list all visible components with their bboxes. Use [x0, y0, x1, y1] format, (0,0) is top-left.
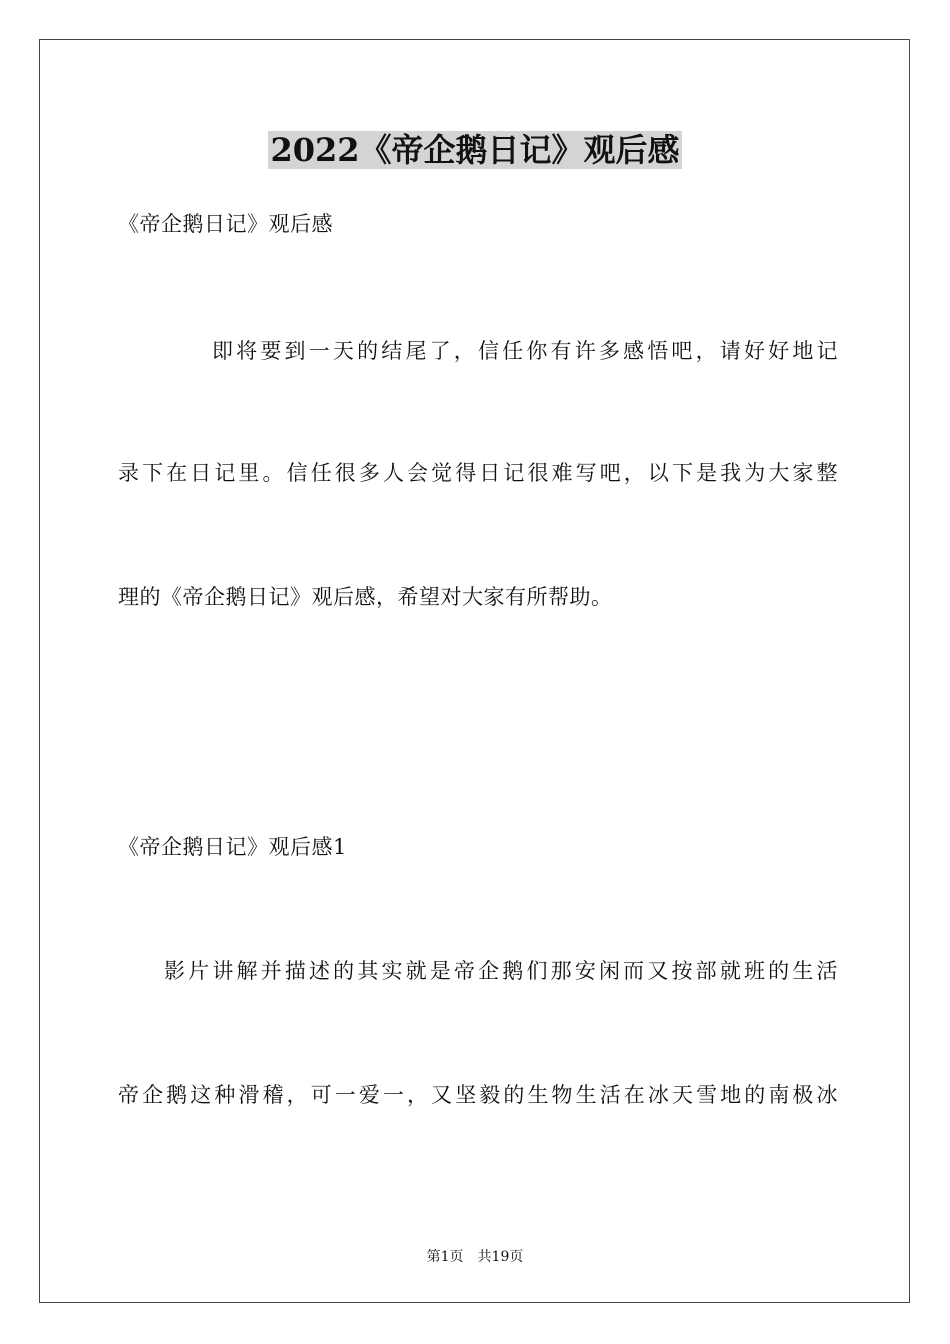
intro-line-2: 录下在日记里。信任很多人会觉得日记很难写吧，以下是我为大家整 — [118, 461, 838, 485]
document-title-text: 2022《帝企鹅日记》观后感 — [270, 131, 680, 169]
body-line-2: 帝企鹅这种滑稽，可一爱一，又坚毅的生物生活在冰天雪地的南极冰 — [118, 1083, 838, 1107]
document-title — [0, 128, 950, 172]
page-total: 共19页 — [477, 1249, 524, 1265]
document-subtitle: 《帝企鹅日记》观后感 — [118, 212, 333, 236]
intro-line-3: 理的《帝企鹅日记》观后感，希望对大家有所帮助。 — [118, 585, 613, 609]
body-line-1: 影片讲解并描述的其实就是帝企鹅们那安闲而又按部就班的生活 — [164, 959, 838, 983]
page-footer — [0, 1247, 950, 1267]
section-heading: 《帝企鹅日记》观后感1 — [118, 835, 347, 859]
intro-line-1: 即将要到一天的结尾了，信任你有许多感悟吧，请好好地记 — [212, 339, 838, 363]
page-number: 第1页 — [426, 1249, 464, 1265]
